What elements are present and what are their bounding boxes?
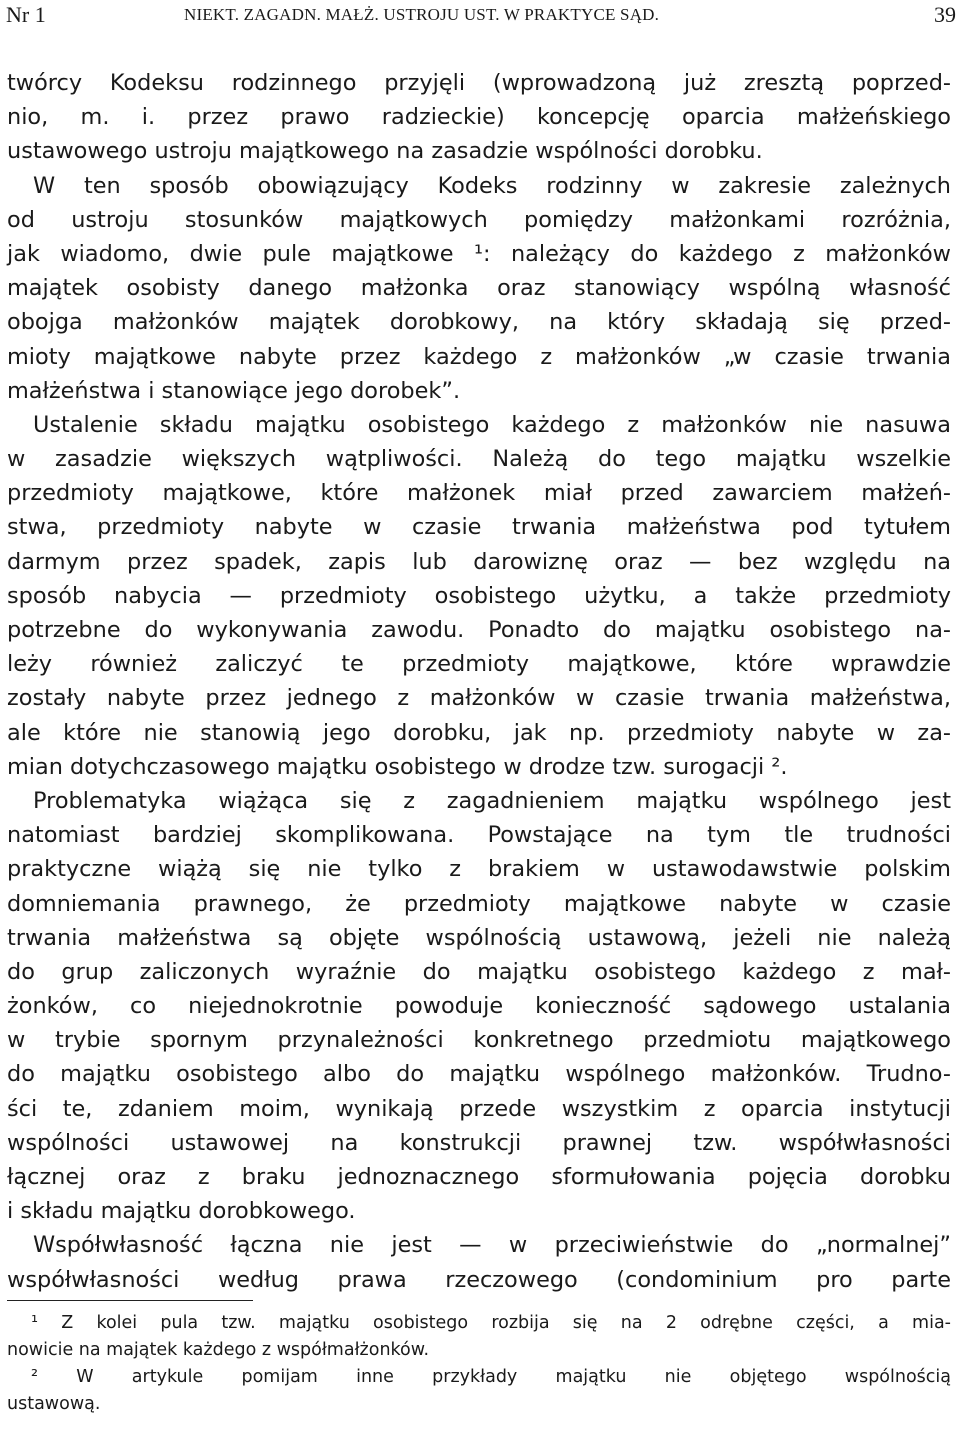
body-line: zostały nabyte przez jednego z małżonków w czasie trwania małżeństwa,	[7, 685, 951, 712]
issue-number: Nr 1	[6, 2, 46, 27]
body-line: do majątku osobistego albo do majątku wspólnego małżonków. Trudno-	[7, 1061, 951, 1088]
body-line: majątek osobisty danego małżonka oraz stanowiący wspólną własność	[7, 275, 951, 302]
running-header	[6, 2, 956, 32]
body-line: łącznej oraz z braku jednoznacznego sformułowania pojęcia dorobku	[7, 1164, 951, 1190]
body-line: mioty majątkowe nabyte przez każdego z małżonków „w czasie trwania	[7, 343, 951, 370]
body-line: mian dotychczasowego majątku osobistego w drodze tzw. surogacji ².	[7, 753, 788, 780]
running-title: NIEKT. ZAGADN. MAŁŻ. USTROJU UST. W PRAKTYCE SĄD.	[184, 5, 660, 24]
body-text	[7, 66, 951, 1297]
body-line: żonków, co niejednokrotnie powoduje konieczność sądowego ustalania	[7, 993, 951, 1020]
body-line: w trybie spornym przynależności konkretnego przedmiotu majątkowego	[7, 1027, 951, 1054]
body-line: natomiast bardziej skomplikowana. Powstające na tym tle trudności	[7, 822, 951, 849]
body-line: leży również zaliczyć te przedmioty majątkowe, które wprawdzie	[7, 651, 951, 678]
body-line: od ustroju stosunków majątkowych pomiędzy małżonkami rozróżnia,	[7, 206, 951, 233]
body-line: stwa, przedmioty nabyte w czasie trwania małżeństwa pod tytułem	[7, 514, 951, 541]
footnote-divider	[7, 1300, 253, 1301]
footnote-line: ustawową.	[7, 1394, 101, 1414]
body-line: współwłasności według prawa rzeczowego (condominium pro parte	[7, 1266, 951, 1293]
page-number: 39	[934, 2, 956, 27]
body-line: praktyczne wiążą się nie tylko z brakiem w ustawodawstwie polskim	[7, 856, 951, 883]
body-line: przedmioty majątkowe, które małżonek miał przed zawarciem małżeń-	[7, 480, 951, 507]
body-line: darmym przez spadek, zapis lub darowiznę oraz — bez względu na	[7, 548, 951, 575]
body-line: do grup zaliczonych wyraźnie do majątku osobistego każdego z mał-	[7, 958, 951, 985]
body-line: trwania małżeństwa są objęte wspólnością ustawową, jeżeli nie należą	[7, 924, 951, 951]
body-line: jak wiadomo, dwie pule majątkowe ¹: należący do każdego z małżonków	[7, 240, 951, 267]
body-line: obojga małżonków majątek dorobkowy, na który składają się przed-	[7, 309, 951, 336]
body-line: wspólności ustawowej na konstrukcji prawnej tzw. współwłasności	[7, 1129, 951, 1156]
body-line: sposób nabycia — przedmioty osobistego użytku, a także przedmioty	[7, 582, 951, 609]
body-line: ści te, zdaniem moim, wynikają przede wszystkim z oparcia instytucji	[7, 1095, 951, 1122]
body-line: ustawowego ustroju majątkowego na zasadzie wspólności dorobku.	[7, 138, 763, 165]
body-line: ale które nie stanowią jego dorobku, jak np. przedmioty nabyte w za-	[7, 719, 951, 746]
body-line: małżeństwa i stanowiące jego dorobek”.	[7, 377, 461, 404]
body-line: i składu majątku dorobkowego.	[7, 1198, 356, 1225]
body-line: Ustalenie składu majątku osobistego każdego z małżonków nie nasuwa	[33, 411, 951, 438]
body-line: w zasadzie większych wątpliwości. Należą do tego majątku wszelkie	[7, 446, 951, 473]
footnote-line: ² W artykule pomijam inne przykłady majątku nie objętego wspólnością	[31, 1367, 951, 1387]
body-line: domniemania prawnego, że przedmioty majątkowe nabyte w czasie	[7, 890, 951, 917]
body-line: W ten sposób obowiązujący Kodeks rodzinny w zakresie zależnych	[33, 172, 951, 199]
footnotes	[7, 1310, 951, 1418]
footnote-line: nowicie na majątek każdego z współmałżonków.	[7, 1340, 430, 1360]
body-line: nio, m. i. przez prawo radzieckie) koncepcję oparcia małżeńskiego	[7, 104, 951, 131]
body-line: Współwłasność łączna nie jest — w przeciwieństwie do „normalnej”	[33, 1232, 951, 1259]
body-line: potrzebne do wykonywania zawodu. Ponadto do majątku osobistego na-	[7, 617, 951, 643]
body-line: Problematyka wiążąca się z zagadnieniem majątku wspólnego jest	[33, 787, 951, 814]
footnote-line: ¹ Z kolei pula tzw. majątku osobistego rozbija się na 2 odrębne części, a mia-	[31, 1313, 951, 1333]
body-line: twórcy Kodeksu rodzinnego przyjęli (wprowadzoną już zresztą poprzed-	[7, 70, 951, 96]
